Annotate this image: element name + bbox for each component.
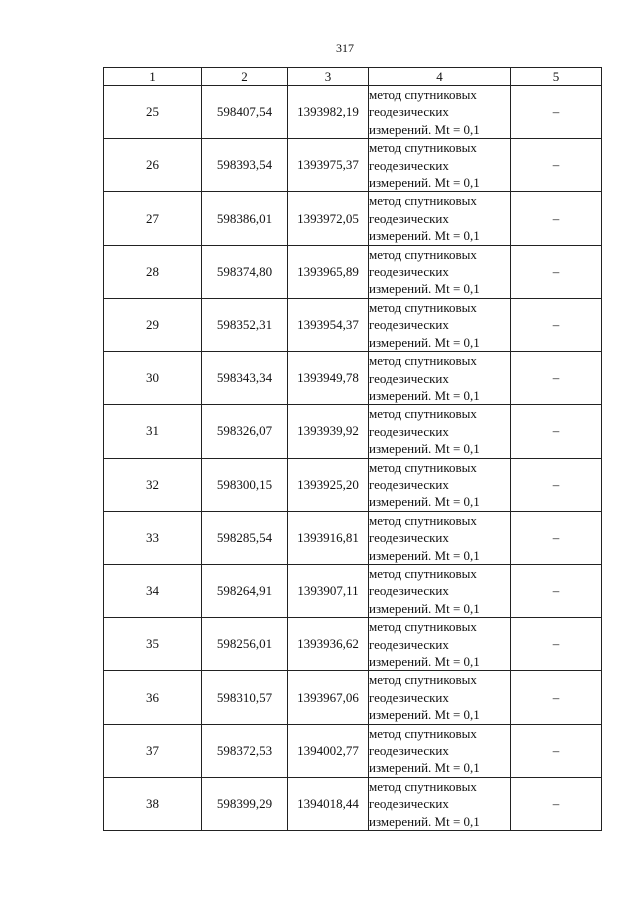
- y-coordinate-cell: 1393949,78: [288, 352, 369, 405]
- y-coordinate-cell: 1394018,44: [288, 777, 369, 830]
- note-cell: –: [511, 671, 602, 724]
- x-coordinate-cell: 598386,01: [202, 192, 288, 245]
- point-number-cell: 35: [104, 618, 202, 671]
- method-cell: метод спутниковых геодезических измерений. Mt = 0,1: [369, 511, 511, 564]
- note-cell: –: [511, 458, 602, 511]
- point-number-cell: 34: [104, 564, 202, 617]
- x-coordinate-cell: 598399,29: [202, 777, 288, 830]
- header-col-1: 1: [104, 68, 202, 86]
- point-number-cell: 28: [104, 245, 202, 298]
- table-row: [104, 192, 602, 245]
- y-coordinate-cell: 1393954,37: [288, 298, 369, 351]
- header-col-5: 5: [511, 68, 602, 86]
- table-row: [104, 564, 602, 617]
- table-row: [104, 777, 602, 830]
- x-coordinate-cell: 598372,53: [202, 724, 288, 777]
- table-row: [104, 724, 602, 777]
- point-number-cell: 27: [104, 192, 202, 245]
- method-cell: метод спутниковых геодезических измерений. Mt = 0,1: [369, 405, 511, 458]
- table-row: [104, 86, 602, 139]
- y-coordinate-cell: 1393916,81: [288, 511, 369, 564]
- x-coordinate-cell: 598352,31: [202, 298, 288, 351]
- page-number: 317: [336, 41, 354, 55]
- x-coordinate-cell: 598407,54: [202, 86, 288, 139]
- table-row: [104, 671, 602, 724]
- x-coordinate-cell: 598310,57: [202, 671, 288, 724]
- table-body: [104, 86, 602, 831]
- table-row: [104, 352, 602, 405]
- table-row: [104, 511, 602, 564]
- table-row: [104, 139, 602, 192]
- x-coordinate-cell: 598285,54: [202, 511, 288, 564]
- point-number-cell: 38: [104, 777, 202, 830]
- x-coordinate-cell: 598256,01: [202, 618, 288, 671]
- note-cell: –: [511, 618, 602, 671]
- point-number-cell: 33: [104, 511, 202, 564]
- y-coordinate-cell: 1393975,37: [288, 139, 369, 192]
- note-cell: –: [511, 724, 602, 777]
- y-coordinate-cell: 1393936,62: [288, 618, 369, 671]
- coordinates-table: [103, 67, 602, 831]
- x-coordinate-cell: 598393,54: [202, 139, 288, 192]
- y-coordinate-cell: 1393972,05: [288, 192, 369, 245]
- y-coordinate-cell: 1394002,77: [288, 724, 369, 777]
- method-cell: метод спутниковых геодезических измерений. Mt = 0,1: [369, 86, 511, 139]
- x-coordinate-cell: 598343,34: [202, 352, 288, 405]
- method-cell: метод спутниковых геодезических измерений. Mt = 0,1: [369, 618, 511, 671]
- note-cell: –: [511, 86, 602, 139]
- method-cell: метод спутниковых геодезических измерений. Mt = 0,1: [369, 298, 511, 351]
- x-coordinate-cell: 598264,91: [202, 564, 288, 617]
- header-col-2: 2: [202, 68, 288, 86]
- note-cell: –: [511, 564, 602, 617]
- point-number-cell: 31: [104, 405, 202, 458]
- note-cell: –: [511, 511, 602, 564]
- point-number-cell: 26: [104, 139, 202, 192]
- method-cell: метод спутниковых геодезических измерений. Mt = 0,1: [369, 564, 511, 617]
- method-cell: метод спутниковых геодезических измерений. Mt = 0,1: [369, 671, 511, 724]
- note-cell: –: [511, 245, 602, 298]
- header-row: [104, 68, 602, 86]
- y-coordinate-cell: 1393965,89: [288, 245, 369, 298]
- header-col-4: 4: [369, 68, 511, 86]
- method-cell: метод спутниковых геодезических измерений. Mt = 0,1: [369, 245, 511, 298]
- point-number-cell: 30: [104, 352, 202, 405]
- table-row: [104, 458, 602, 511]
- header-col-3: 3: [288, 68, 369, 86]
- point-number-cell: 29: [104, 298, 202, 351]
- y-coordinate-cell: 1393982,19: [288, 86, 369, 139]
- method-cell: метод спутниковых геодезических измерений. Mt = 0,1: [369, 458, 511, 511]
- note-cell: –: [511, 405, 602, 458]
- table-row: [104, 618, 602, 671]
- method-cell: метод спутниковых геодезических измерений. Mt = 0,1: [369, 352, 511, 405]
- note-cell: –: [511, 352, 602, 405]
- note-cell: –: [511, 139, 602, 192]
- method-cell: метод спутниковых геодезических измерений. Mt = 0,1: [369, 777, 511, 830]
- x-coordinate-cell: 598326,07: [202, 405, 288, 458]
- point-number-cell: 25: [104, 86, 202, 139]
- method-cell: метод спутниковых геодезических измерений. Mt = 0,1: [369, 724, 511, 777]
- note-cell: –: [511, 298, 602, 351]
- point-number-cell: 32: [104, 458, 202, 511]
- method-cell: метод спутниковых геодезических измерений. Mt = 0,1: [369, 192, 511, 245]
- note-cell: –: [511, 777, 602, 830]
- y-coordinate-cell: 1393939,92: [288, 405, 369, 458]
- table-header: [104, 68, 602, 86]
- x-coordinate-cell: 598374,80: [202, 245, 288, 298]
- table-row: [104, 298, 602, 351]
- table-row: [104, 405, 602, 458]
- x-coordinate-cell: 598300,15: [202, 458, 288, 511]
- method-cell: метод спутниковых геодезических измерений. Mt = 0,1: [369, 139, 511, 192]
- point-number-cell: 36: [104, 671, 202, 724]
- y-coordinate-cell: 1393967,06: [288, 671, 369, 724]
- y-coordinate-cell: 1393907,11: [288, 564, 369, 617]
- table-row: [104, 245, 602, 298]
- note-cell: –: [511, 192, 602, 245]
- y-coordinate-cell: 1393925,20: [288, 458, 369, 511]
- point-number-cell: 37: [104, 724, 202, 777]
